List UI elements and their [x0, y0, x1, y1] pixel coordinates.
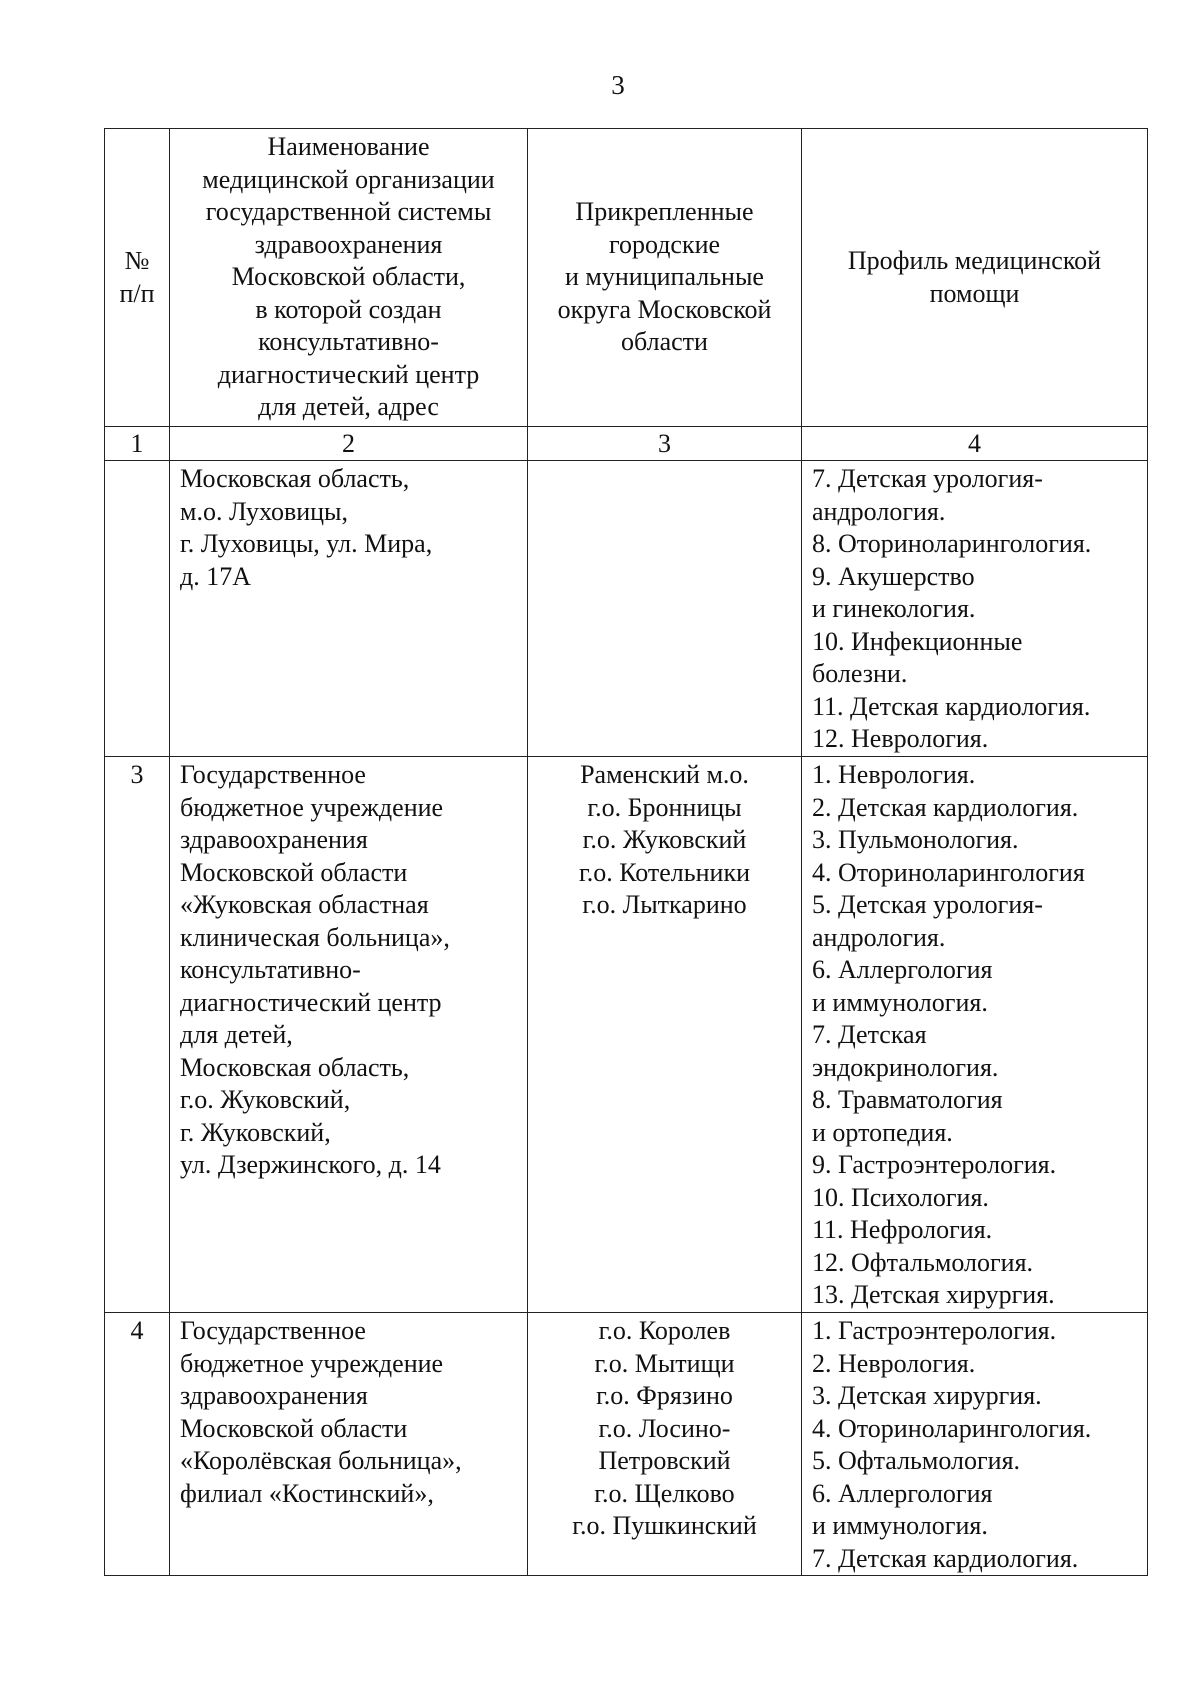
row-number: 4 [105, 1313, 170, 1576]
profile-line: 10. Психология. [812, 1182, 989, 1212]
org-line: консультативно- [180, 955, 361, 984]
profile-line: 9. Акушерство [812, 561, 975, 591]
header-text: п/п [119, 278, 155, 308]
header-text: в которой создан [255, 294, 442, 324]
column-number: 4 [802, 427, 1148, 461]
profile-line: андрология. [812, 922, 946, 952]
district-line: г.о. Лосино- [598, 1413, 731, 1443]
profile-line: и иммунология. [812, 987, 988, 1017]
header-text: округа Московской [557, 294, 772, 324]
org-line: клиническая больница», [180, 922, 450, 952]
profile-line: эндокринология. [812, 1052, 999, 1082]
header-text: здравоохранения [254, 229, 443, 259]
profile-line: 2. Детская кардиология. [812, 792, 1079, 822]
table-row [105, 461, 1148, 757]
org-line: здравоохранения [180, 825, 368, 854]
header-text: медицинской организации [202, 164, 495, 194]
table-row [105, 757, 1148, 1313]
org-line: м.о. Луховицы, [180, 496, 349, 526]
org-line: Московской области [180, 1413, 408, 1443]
profile-line: 7. Детская урология- [812, 464, 1043, 493]
profile-line: 7. Детская [812, 1020, 927, 1049]
header-cell-districts [528, 129, 802, 427]
district-line: г.о. Фрязино [596, 1381, 733, 1410]
header-text: консультативно- [258, 327, 439, 357]
header-cell-profile [802, 129, 1148, 427]
profile-line: 10. Инфекционные [812, 626, 1023, 656]
header-text: области [621, 327, 708, 357]
header-text: помощи [929, 278, 1020, 308]
org-line: Московской области [180, 857, 408, 887]
org-line: г. Жуковский, [180, 1117, 331, 1147]
districts-cell [528, 757, 802, 1313]
profile-line: 6. Аллергология [812, 955, 993, 984]
profile-line: 1. Гастроэнтерология. [812, 1316, 1057, 1345]
row-number: 3 [105, 757, 170, 1313]
district-line: Раменский м.о. [580, 760, 749, 789]
district-line: г.о. Бронницы [587, 792, 742, 822]
district-line: г.о. Жуковский [582, 825, 747, 854]
header-text: Прикрепленные [575, 197, 754, 227]
profile-line: 7. Детская кардиология. [812, 1543, 1079, 1573]
organization-cell [170, 757, 528, 1313]
column-number-row [105, 427, 1148, 461]
profile-line: 3. Пульмонология. [812, 825, 1019, 854]
profile-line: 6. Аллергология [812, 1478, 993, 1508]
profile-line: болезни. [812, 659, 908, 688]
district-line: г.о. Лыткарино [582, 890, 747, 919]
org-line: Московская область, [180, 1052, 410, 1082]
organization-cell [170, 461, 528, 757]
header-text: Профиль медицинской [847, 246, 1102, 275]
profile-line: 12. Неврология. [812, 724, 989, 753]
profile-line: 13. Детская хирургия. [812, 1280, 1055, 1309]
org-line: Государственное [180, 760, 366, 789]
profile-cell [802, 1313, 1148, 1576]
header-cell-number [105, 129, 170, 427]
org-line: ул. Дзержинского, д. 14 [180, 1150, 441, 1179]
org-line: филиал «Костинский», [180, 1478, 434, 1508]
profile-line: 4. Оториноларингология. [812, 1413, 1092, 1443]
district-line: Петровский [598, 1446, 731, 1475]
profile-cell [802, 461, 1148, 757]
profile-line: 5. Офтальмология. [812, 1446, 1021, 1475]
org-line: д. 17А [180, 561, 252, 591]
profile-line: 4. Оториноларингология [812, 857, 1085, 887]
header-text: Наименование [267, 132, 430, 162]
profile-line: 8. Травматология [812, 1085, 1003, 1114]
header-text: городские [608, 229, 721, 259]
profile-line: 5. Детская урология- [812, 890, 1043, 919]
profile-line: 8. Оториноларингология. [812, 529, 1092, 558]
header-text: для детей, адрес [258, 392, 439, 422]
org-line: бюджетное учреждение [180, 792, 444, 822]
org-line: диагностический центр [180, 987, 442, 1017]
districts-cell [528, 461, 802, 757]
district-line: г.о. Щелково [594, 1478, 735, 1508]
header-cell-organization [170, 129, 528, 427]
profile-line: и гинекология. [812, 594, 976, 623]
header-text: диагностический центр [217, 359, 480, 389]
profile-line: 2. Неврология. [812, 1348, 976, 1378]
header-text: и муниципальные [565, 262, 764, 292]
profile-cell [802, 757, 1148, 1313]
clinics-table [104, 128, 1148, 1576]
column-number: 2 [170, 427, 528, 461]
org-line: г. Луховицы, ул. Мира, [180, 529, 433, 558]
profile-line: андрология. [812, 496, 946, 526]
org-line: для детей, [180, 1020, 293, 1049]
org-line: Государственное [180, 1316, 366, 1345]
profile-line: 12. Офтальмология. [812, 1247, 1034, 1277]
column-number: 1 [105, 427, 170, 461]
profile-line: 1. Неврология. [812, 760, 976, 789]
profile-line: и ортопедия. [812, 1117, 953, 1147]
district-line: г.о. Королев [598, 1316, 731, 1345]
org-line: здравоохранения [180, 1381, 368, 1410]
district-line: г.о. Мытищи [594, 1348, 735, 1378]
profile-line: 11. Детская кардиология. [812, 691, 1091, 721]
district-line: г.о. Пушкинский [572, 1511, 757, 1540]
header-text: Московской области, [231, 262, 466, 292]
organization-cell [170, 1313, 528, 1576]
org-line: «Жуковская областная [180, 890, 429, 919]
org-line: бюджетное учреждение [180, 1348, 444, 1378]
profile-line: и иммунология. [812, 1511, 988, 1540]
column-number: 3 [528, 427, 802, 461]
profile-line: 11. Нефрология. [812, 1215, 993, 1244]
table-header-row [105, 129, 1148, 427]
header-text: государственной системы [205, 197, 492, 227]
districts-cell [528, 1313, 802, 1576]
page-number: 3 [611, 70, 625, 100]
profile-line: 9. Гастроэнтерология. [812, 1150, 1057, 1179]
header-text: № [124, 246, 150, 275]
org-line: «Королёвская больница», [180, 1446, 462, 1475]
district-line: г.о. Котельники [578, 857, 751, 887]
org-line: г.о. Жуковский, [180, 1085, 351, 1114]
org-line: Московская область, [180, 464, 410, 493]
table-row [105, 1313, 1148, 1576]
profile-line: 3. Детская хирургия. [812, 1381, 1042, 1410]
row-number [105, 461, 170, 757]
